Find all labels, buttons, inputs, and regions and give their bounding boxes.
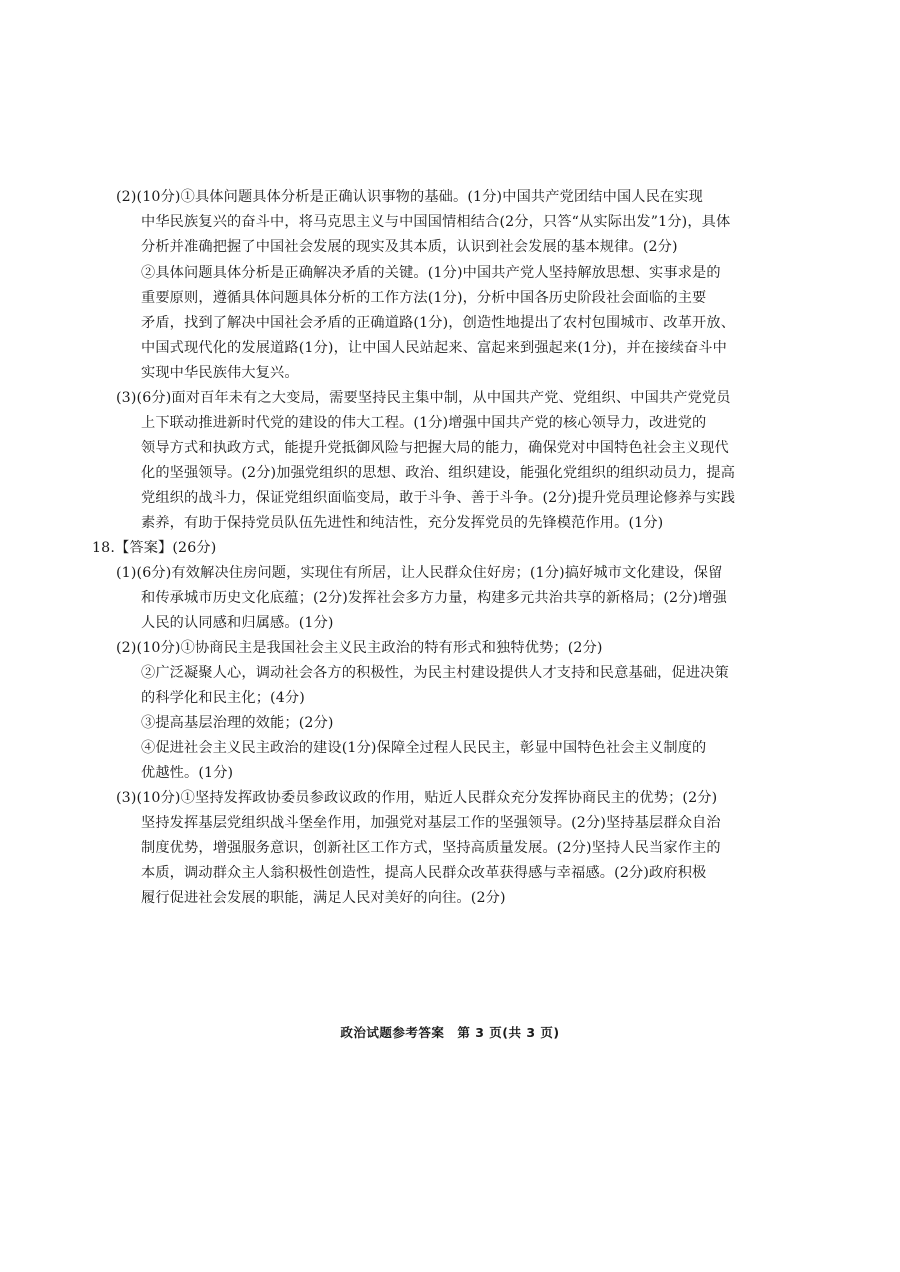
- answer-line: (3)(6分)面对百年未有之大变局，需要坚持民主集中制，从中国共产党、党组织、中国共产党党员: [116, 390, 731, 406]
- answer-line: (1)(6分)有效解决住房问题，实现住有所居，让人民群众住好房；(1分)搞好城市文化建设，保留: [116, 565, 723, 581]
- answer-line: 矛盾，找到了解决中国社会矛盾的正确道路(1分)，创造性地提出了农村包围城市、改革开放、: [141, 315, 736, 331]
- answer-line: 素养，有助于保持党员队伍先进性和纯洁性，充分发挥党员的先锋模范作用。(1分): [141, 515, 664, 531]
- answer-line: (2)(10分)①协商民主是我国社会主义民主政治的特有形式和独特优势；(2分): [116, 640, 603, 656]
- answer-line: 制度优势，增强服务意识，创新社区工作方式，坚持高质量发展。(2分)坚持人民当家作主的: [141, 840, 721, 856]
- answer-line: 优越性。(1分): [141, 765, 234, 781]
- answer-line: (2)(10分)①具体问题具体分析是正确认识事物的基础。(1分)中国共产党团结中国人民在实现: [116, 189, 703, 205]
- answer-line: 人民的认同感和归属感。(1分): [141, 615, 334, 631]
- page-footer: 政治试题参考答案 第 3 页(共 3 页): [340, 1025, 560, 1040]
- answer-line: 上下联动推进新时代党的建设的伟大工程。(1分)增强中国共产党的核心领导力，改进党的: [141, 415, 707, 431]
- answer-line: 履行促进社会发展的职能，满足人民对美好的向往。(2分): [141, 890, 506, 906]
- answer-line: 重要原则，遵循具体问题具体分析的工作方法(1分)，分析中国各历史阶段社会面临的主要: [141, 290, 707, 306]
- answer-line: 化的坚强领导。(2分)加强党组织的思想、政治、组织建设，能强化党组织的组织动员力，提高: [141, 465, 736, 481]
- answer-line: 实现中华民族伟大复兴。: [141, 365, 299, 381]
- question-heading: 18.【答案】(26分): [92, 540, 217, 556]
- answer-line: 分析并准确把握了中国社会发展的现实及其本质，认识到社会发展的基本规律。(2分): [141, 239, 678, 255]
- answer-line: ②具体问题具体分析是正确解决矛盾的关键。(1分)中国共产党人坚持解放思想、实事求是的: [141, 265, 721, 281]
- answer-line: 的科学化和民主化；(4分): [141, 690, 305, 706]
- answer-line: 坚持发挥基层党组织战斗堡垒作用，加强党对基层工作的坚强领导。(2分)坚持基层群众自治: [141, 815, 721, 831]
- answer-line: ②广泛凝聚人心，调动社会各方的积极性，为民主村建设提供人才支持和民意基础，促进决策: [141, 665, 729, 681]
- answer-line: 本质，调动群众主人翁积极性创造性，提高人民群众改革获得感与幸福感。(2分)政府积极: [141, 865, 707, 881]
- answer-line: ③提高基层治理的效能；(2分): [141, 715, 334, 731]
- answer-line: 和传承城市历史文化底蕴；(2分)发挥社会多方力量，构建多元共治共享的新格局；(2分)增强: [141, 590, 727, 606]
- answer-line: 中国式现代化的发展道路(1分)，让中国人民站起来、富起来到强起来(1分)，并在接续奋斗中: [141, 340, 727, 356]
- answer-line: ④促进社会主义民主政治的建设(1分)保障全过程人民民主，彰显中国特色社会主义制度的: [141, 740, 707, 756]
- answer-line: 中华民族复兴的奋斗中，将马克思主义与中国国情相结合(2分，只答“从实际出发”1分)，具体: [141, 214, 731, 230]
- answer-line: (3)(10分)①坚持发挥政协委员参政议政的作用，贴近人民群众充分发挥协商民主的优势；(2分): [116, 790, 718, 806]
- answer-line: 党组织的战斗力，保证党组织面临变局，敢于斗争、善于斗争。(2分)提升党员理论修养与实践: [141, 490, 736, 506]
- answer-line: 领导方式和执政方式，能提升党抵御风险与把握大局的能力，确保党对中国特色社会主义现代: [141, 440, 729, 456]
